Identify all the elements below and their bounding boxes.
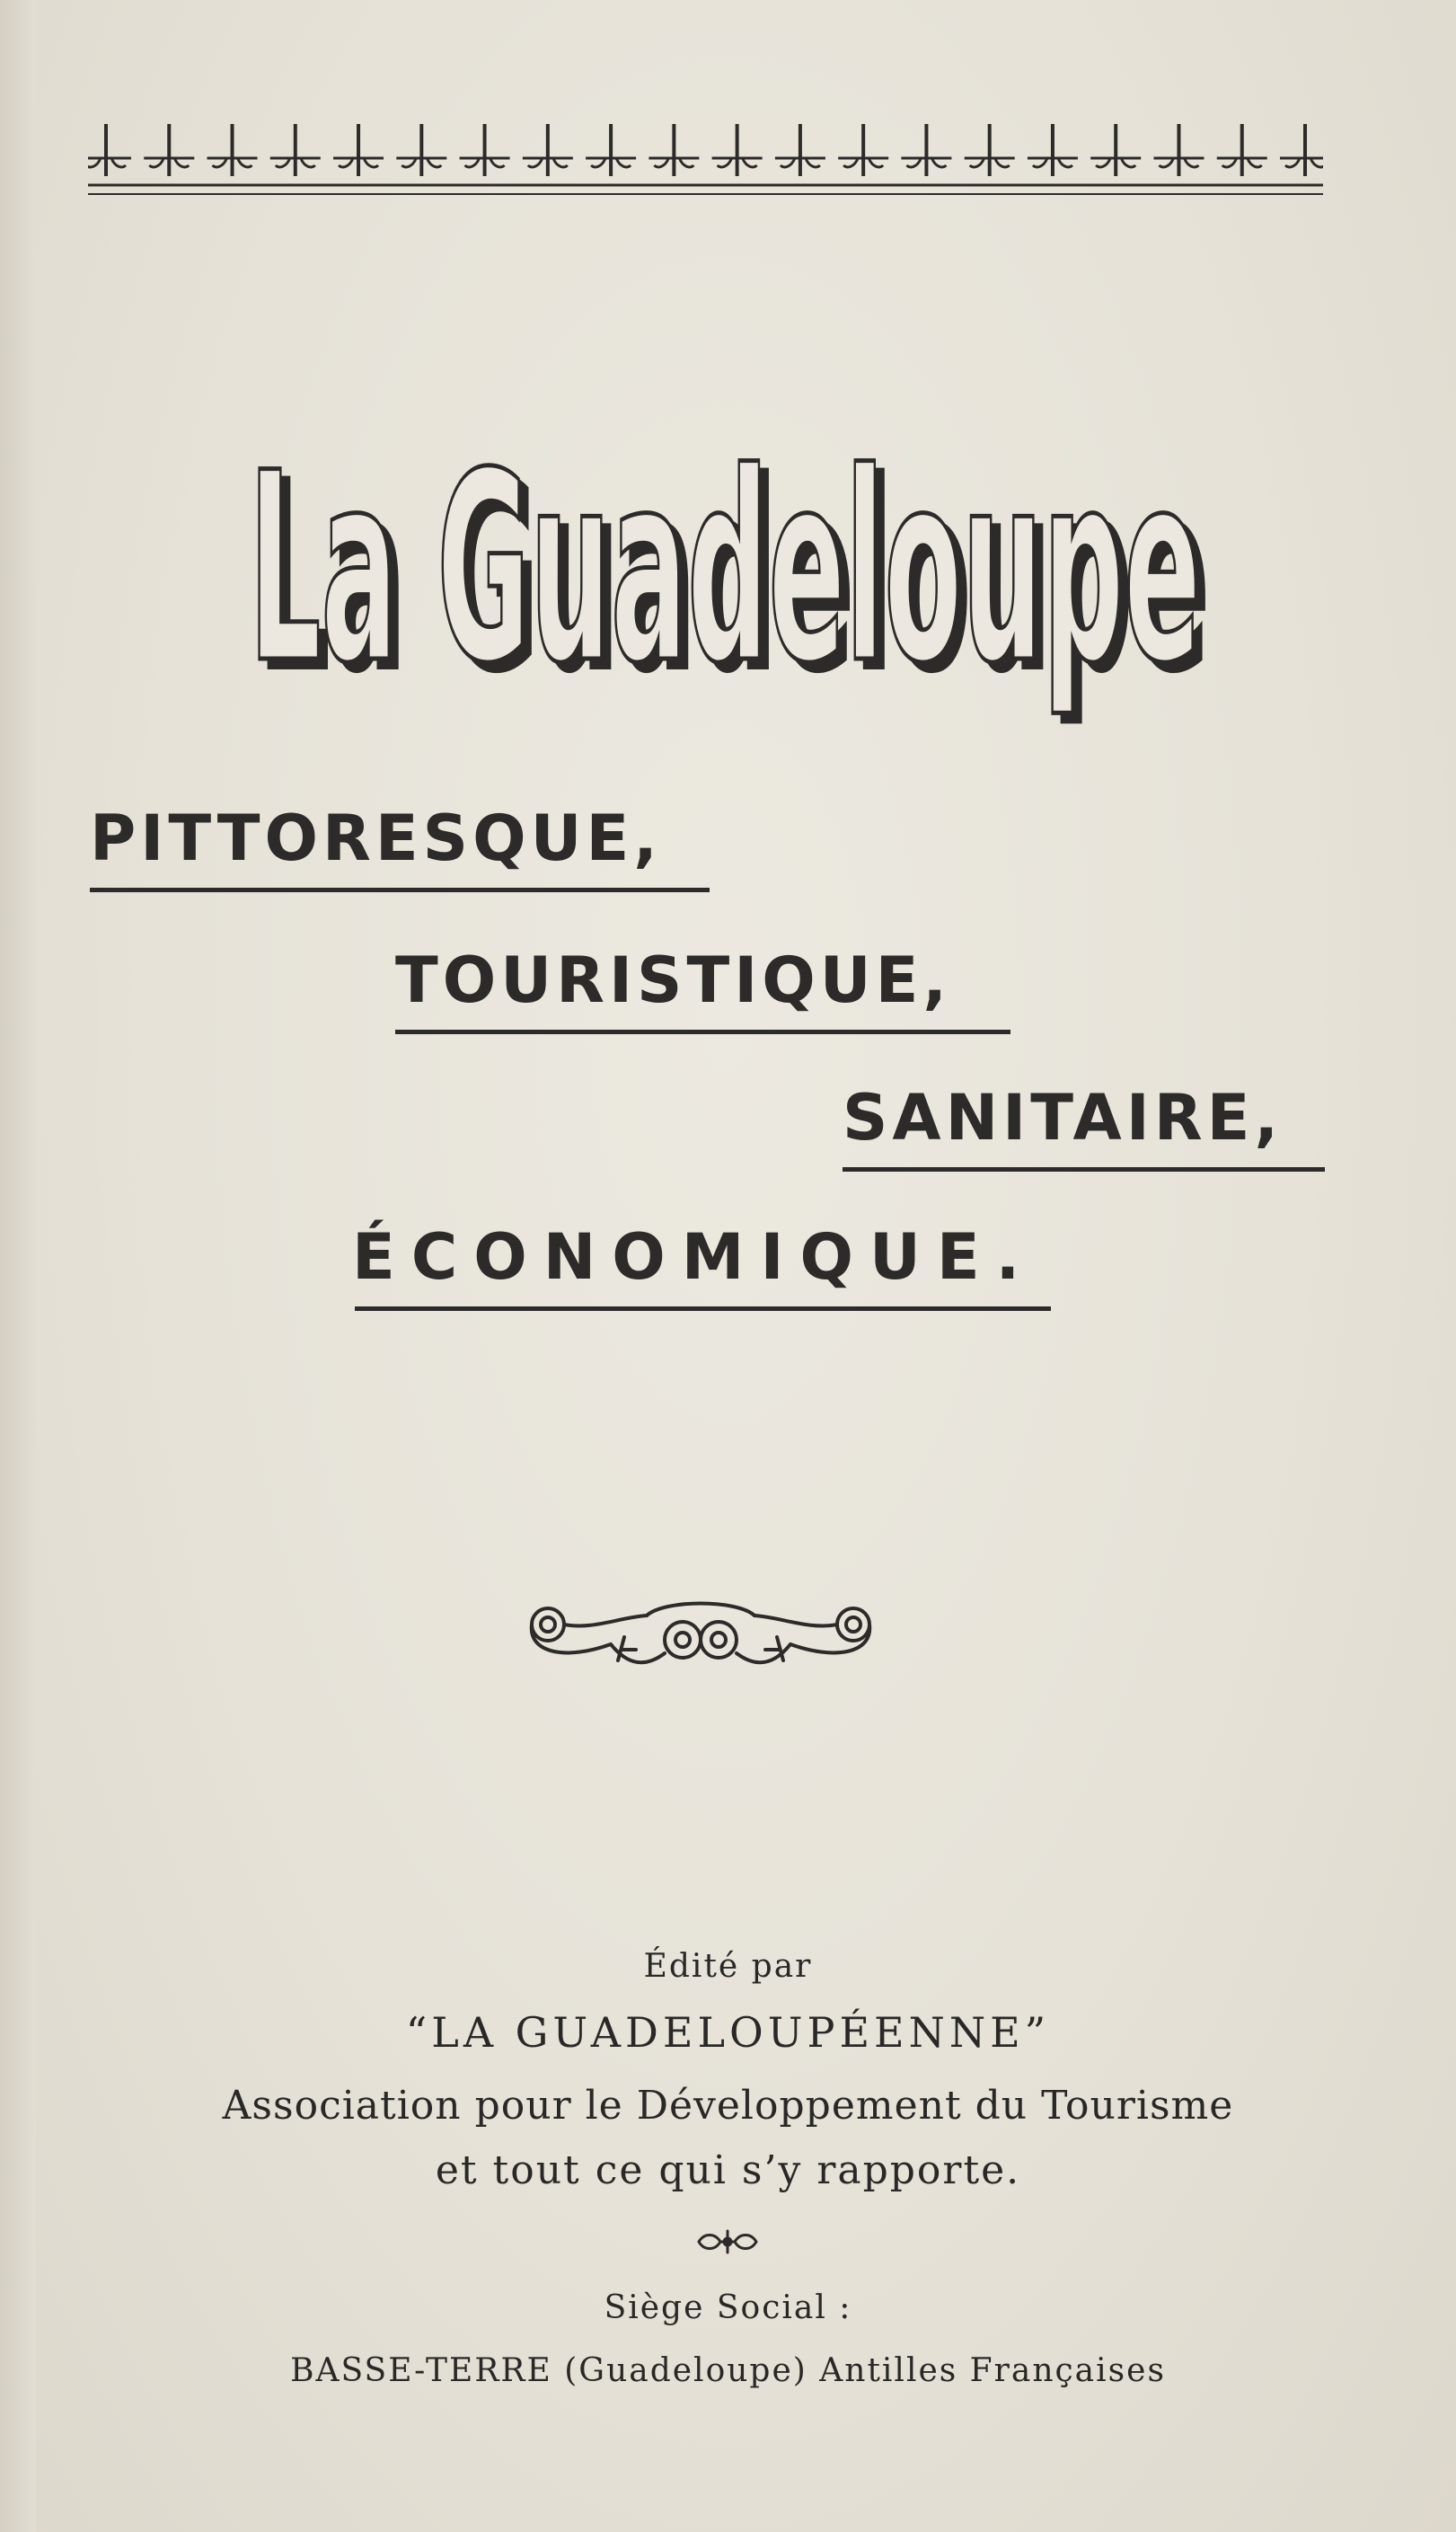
- cross-fleuron-icon: [523, 124, 573, 176]
- cross-fleuron-border-icon: [88, 115, 1323, 205]
- cross-fleuron-icon: [712, 124, 763, 176]
- publisher-description-line-2: et tout ce qui s’y rapporte.: [435, 2147, 1021, 2193]
- scroll-ornament-icon: [512, 1590, 889, 1689]
- cross-fleuron-icon: [1153, 124, 1204, 176]
- cross-fleuron-icon: [586, 124, 636, 176]
- subtitle-sanitaire: SANITAIRE,: [843, 1081, 1284, 1155]
- subtitle-rule-1: [90, 888, 710, 892]
- edited-by-label: Édité par: [643, 1948, 813, 1985]
- publisher-name: “LA GUADELOUPÉENNE”: [405, 2008, 1051, 2057]
- publisher-description-line-1: Association pour le Développement du Tourisme: [222, 2083, 1234, 2129]
- cross-fleuron-icon: [333, 124, 384, 176]
- cross-fleuron-icon: [1217, 124, 1267, 176]
- head-office-label: Siège Social :: [604, 2289, 852, 2326]
- cross-fleuron-icon: [1090, 124, 1141, 176]
- cross-fleuron-icon: [460, 124, 510, 176]
- cross-fleuron-icon: [1280, 124, 1323, 176]
- page-title: [234, 445, 1222, 741]
- subtitle-rule-2: [395, 1030, 1010, 1034]
- page-title-shadow: La Guadeloupe: [257, 445, 1210, 730]
- subtitle-economique: ÉCONOMIQUE.: [352, 1220, 1037, 1294]
- small-fleuron-icon: [692, 2224, 763, 2260]
- subtitle-rule-4: [355, 1306, 1051, 1311]
- cross-fleuron-icon: [270, 124, 321, 176]
- cross-fleuron-icon: [838, 124, 888, 176]
- cross-fleuron-icon: [1028, 124, 1078, 176]
- subtitle-pittoresque: PITTORESQUE,: [90, 801, 662, 875]
- cross-fleuron-icon: [88, 124, 131, 176]
- main-title-block: [0, 445, 1456, 741]
- subtitle-touristique: TOURISTIQUE,: [395, 943, 952, 1017]
- cross-fleuron-icon: [965, 124, 1015, 176]
- cross-fleuron-icon: [901, 124, 951, 176]
- cross-fleuron-icon: [775, 124, 825, 176]
- subtitle-rule-3: [843, 1167, 1325, 1172]
- cross-fleuron-icon: [396, 124, 446, 176]
- cross-fleuron-icon: [207, 124, 258, 176]
- head-office-address: BASSE-TERRE (Guadeloupe) Antilles Françaises: [290, 2352, 1166, 2389]
- cross-fleuron-icon: [144, 124, 194, 176]
- cross-fleuron-icon: [649, 124, 699, 176]
- page-title-text: La Guadeloupe: [248, 445, 1201, 721]
